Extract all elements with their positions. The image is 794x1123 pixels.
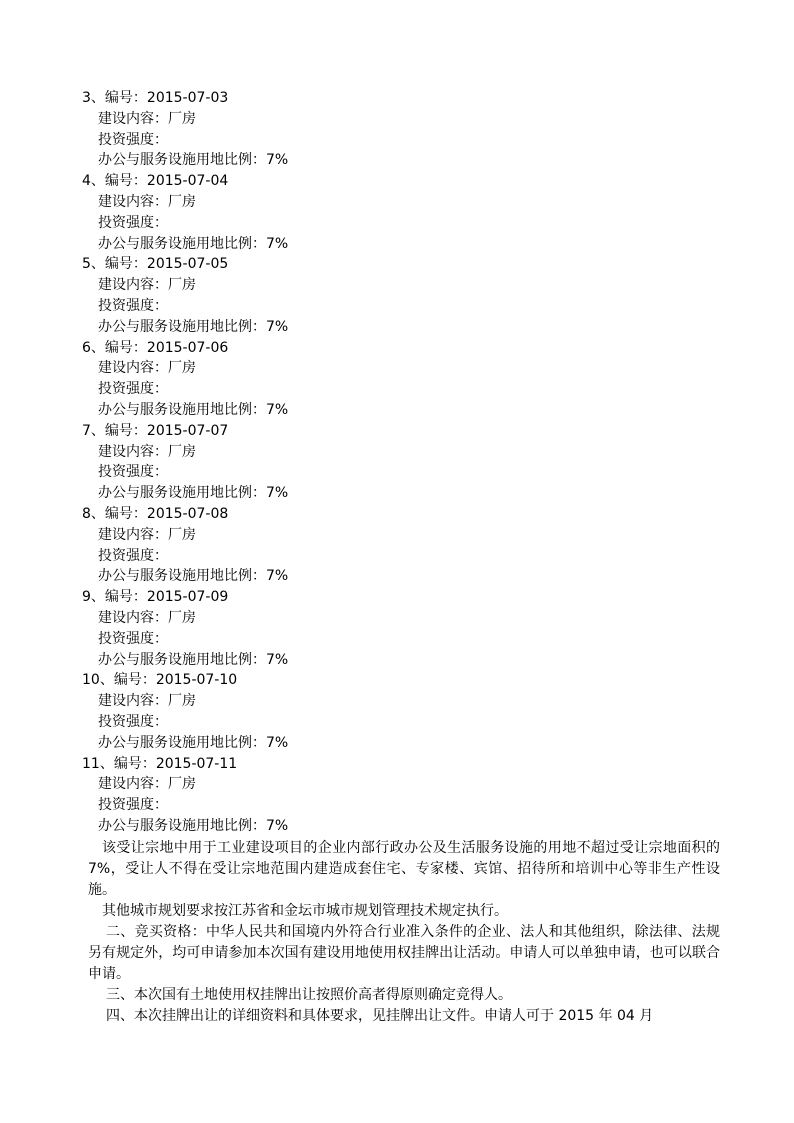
construction-content: 建设内容：厂房 bbox=[98, 776, 196, 793]
office-facility-ratio: 办公与服务设施用地比例：7% bbox=[98, 568, 289, 585]
construction-content: 建设内容：厂房 bbox=[98, 277, 196, 294]
construction-content: 建设内容：厂房 bbox=[98, 193, 196, 210]
investment-intensity: 投资强度： bbox=[98, 464, 168, 481]
documents-paragraph: 四、本次挂牌出让的详细资料和具体要求，见挂牌出让文件。申请人可于 2015 年 04 月 bbox=[106, 1008, 654, 1024]
office-facility-ratio: 办公与服务设施用地比例：7% bbox=[98, 318, 289, 335]
investment-intensity: 投资强度： bbox=[98, 381, 168, 398]
planning-requirements-paragraph: 其他城市规划要求按江苏省和金坛市城市规划管理技术规定执行。 bbox=[102, 903, 508, 919]
construction-content: 建设内容：厂房 bbox=[98, 360, 196, 377]
investment-intensity: 投资强度： bbox=[98, 297, 168, 314]
investment-intensity: 投资强度： bbox=[98, 214, 168, 231]
investment-intensity: 投资强度： bbox=[98, 797, 168, 814]
construction-content: 建设内容：厂房 bbox=[98, 693, 196, 710]
office-facility-ratio: 办公与服务设施用地比例：7% bbox=[98, 817, 289, 834]
winner-rule-paragraph: 三、本次国有土地使用权挂牌出让按照价高者得原则确定竞得人。 bbox=[106, 987, 512, 1003]
construction-content: 建设内容：厂房 bbox=[98, 110, 196, 127]
office-facility-ratio: 办公与服务设施用地比例：7% bbox=[98, 235, 289, 252]
parcel-list bbox=[0, 88, 794, 837]
land-use-restriction-paragraph: 该受让宗地中用于工业建设项目的企业内部行政办公及生活服务设施的用地不超过受让宗地面积的 7%，受让人不得在受让宗地范围内建造成套住宅、专家楼、宾馆、招待所和培训中心等非生产性设施。 bbox=[88, 840, 720, 898]
office-facility-ratio: 办公与服务设施用地比例：7% bbox=[98, 401, 289, 418]
construction-content: 建设内容：厂房 bbox=[98, 443, 196, 460]
investment-intensity: 投资强度： bbox=[98, 547, 168, 564]
investment-intensity: 投资强度： bbox=[98, 713, 168, 730]
parcel-number: 10、编号：2015-07-10 bbox=[82, 672, 238, 689]
office-facility-ratio: 办公与服务设施用地比例：7% bbox=[98, 152, 289, 169]
office-facility-ratio: 办公与服务设施用地比例：7% bbox=[98, 485, 289, 502]
investment-intensity: 投资强度： bbox=[98, 630, 168, 647]
parcel-number: 5、编号：2015-07-05 bbox=[82, 256, 229, 273]
parcel-number: 9、编号：2015-07-09 bbox=[82, 589, 229, 606]
construction-content: 建设内容：厂房 bbox=[98, 526, 196, 543]
body-paragraphs bbox=[88, 838, 720, 1027]
parcel-number: 6、编号：2015-07-06 bbox=[82, 339, 229, 356]
investment-intensity: 投资强度： bbox=[98, 131, 168, 148]
parcel-number: 7、编号：2015-07-07 bbox=[82, 422, 229, 439]
office-facility-ratio: 办公与服务设施用地比例：7% bbox=[98, 651, 289, 668]
parcel-number: 11、编号：2015-07-11 bbox=[82, 755, 238, 772]
eligibility-paragraph: 二、竞买资格：中华人民共和国境内外符合行业准入条件的企业、法人和其他组织，除法律、法规另有规定外，均可申请参加本次国有建设用地使用权挂牌出让活动。申请人可以单独申请，也可以联合申请。 bbox=[88, 924, 720, 982]
parcel-number: 3、编号：2015-07-03 bbox=[82, 90, 229, 106]
office-facility-ratio: 办公与服务设施用地比例：7% bbox=[98, 734, 289, 751]
construction-content: 建设内容：厂房 bbox=[98, 609, 196, 626]
parcel-number: 8、编号：2015-07-08 bbox=[82, 505, 229, 522]
parcel-number: 4、编号：2015-07-04 bbox=[82, 173, 229, 190]
